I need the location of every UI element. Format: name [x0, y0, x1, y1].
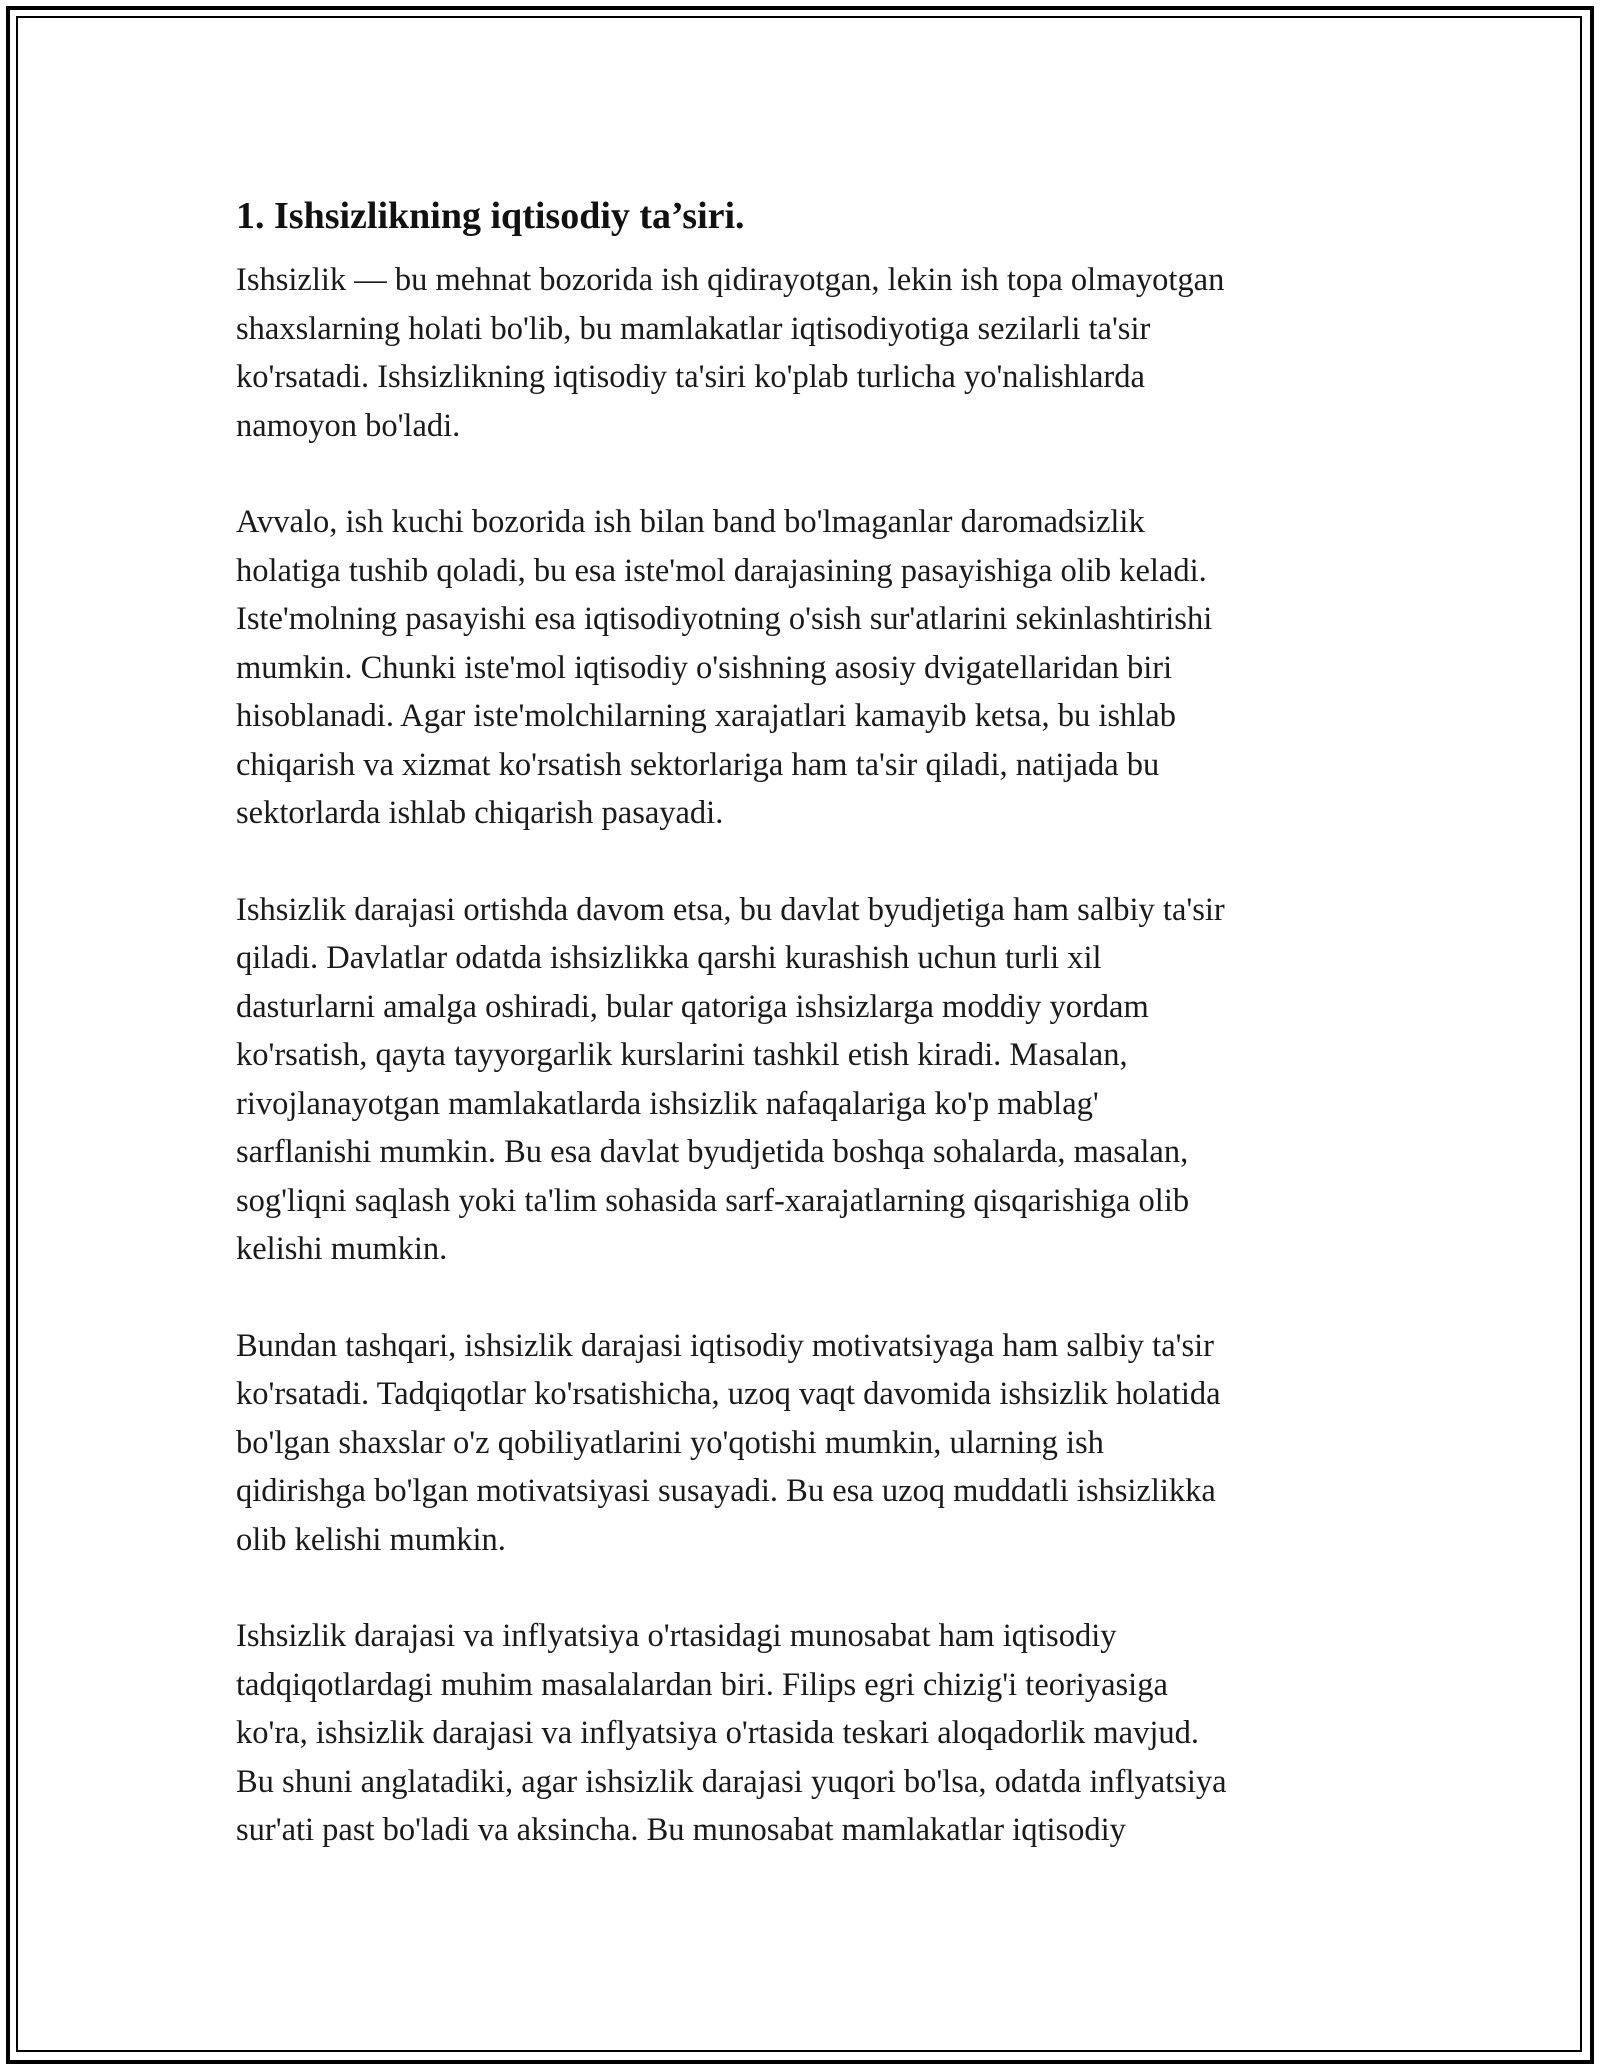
- text-line: sektorlarda ishlab chiqarish pasayadi.: [236, 795, 724, 831]
- text-line: hisoblanadi. Agar iste'molchilarning xarajatlari kamayib ketsa, bu ishlab: [236, 698, 1176, 734]
- text-line: qiladi. Davlatlar odatda ishsizlikka qarshi kurashish uchun turli xil: [236, 940, 1102, 976]
- text-line: olib kelishi mumkin.: [236, 1521, 506, 1558]
- text-line: ko'ra, ishsizlik darajasi va inflyatsiya o'rtasida teskari aloqadorlik mavjud.: [236, 1715, 1199, 1751]
- paragraph-3: [236, 886, 1376, 1274]
- document-page: [236, 184, 1376, 1903]
- text-line: qidirishga bo'lgan motivatsiyasi susayadi. Bu esa uzoq muddatli ishsizlikka: [236, 1473, 1216, 1509]
- paragraph-5: [236, 1612, 1376, 1855]
- text-line: Avvalo, ish kuchi bozorida ish bilan band bo'lmaganlar daromadsizlik: [236, 504, 1145, 540]
- text-line: Iste'molning pasayishi esa iqtisodiyotning o'sish sur'atlarini sekinlashtirishi: [236, 601, 1213, 637]
- text-line: Bu shuni anglatadiki, agar ishsizlik darajasi yuqori bo'lsa, odatda inflyatsiya: [236, 1763, 1227, 1800]
- text-line: mumkin. Chunki iste'mol iqtisodiy o'sishning asosiy dvigatellaridan biri: [236, 649, 1173, 686]
- section-heading: 1. Ishsizlikning iqtisodiy ta’siri.: [236, 195, 745, 237]
- text-line: sur'ati past bo'ladi va aksincha. Bu munosabat mamlakatlar iqtisodiy: [236, 1812, 1126, 1848]
- text-line: tadqiqotlardagi muhim masalalardan biri. Filips egri chizig'i teoriyasiga: [236, 1666, 1168, 1703]
- paragraph-4: [236, 1322, 1376, 1565]
- text-line: ko'rsatadi. Ishsizlikning iqtisodiy ta'siri ko'plab turlicha yo'nalishlarda: [236, 359, 1145, 395]
- text-line: namoyon bo'ladi.: [236, 407, 461, 444]
- text-line: shaxslarning holati bo'lib, bu mamlakatlar iqtisodiyotiga sezilarli ta'sir: [236, 310, 1151, 347]
- text-line: bo'lgan shaxslar o'z qobiliyatlarini yo'qotishi mumkin, ularning ish: [236, 1424, 1104, 1461]
- text-line: holatiga tushib qoladi, bu esa iste'mol darajasining pasayishiga olib keladi.: [236, 552, 1207, 589]
- text-line: Bundan tashqari, ishsizlik darajasi iqtisodiy motivatsiyaga ham salbiy ta'sir: [236, 1327, 1214, 1364]
- text-line: ko'rsatadi. Tadqiqotlar ko'rsatishicha, uzoq vaqt davomida ishsizlik holatida: [236, 1376, 1221, 1412]
- text-line: Ishsizlik darajasi ortishda davom etsa, bu davlat byudjetiga ham salbiy ta'sir: [236, 891, 1225, 928]
- text-line: Ishsizlik — bu mehnat bozorida ish qidirayotgan, lekin ish topa olmayotgan: [236, 262, 1225, 298]
- text-line: ko'rsatish, qayta tayyorgarlik kurslarini tashkil etish kiradi. Masalan,: [236, 1037, 1128, 1073]
- text-line: kelishi mumkin.: [236, 1231, 448, 1267]
- paragraph-1: [236, 256, 1376, 450]
- text-line: sog'liqni saqlash yoki ta'lim sohasida sarf-xarajatlarning qisqarishiga olib: [236, 1182, 1190, 1219]
- text-line: Ishsizlik darajasi va inflyatsiya o'rtasidagi munosabat ham iqtisodiy: [236, 1618, 1117, 1654]
- paragraph-2: [236, 498, 1376, 838]
- text-line: sarflanishi mumkin. Bu esa davlat byudjetida boshqa sohalarda, masalan,: [236, 1134, 1189, 1170]
- text-line: chiqarish va xizmat ko'rsatish sektorlariga ham ta'sir qiladi, natijada bu: [236, 746, 1160, 783]
- text-line: rivojlanayotgan mamlakatlarda ishsizlik nafaqalariga ko'p mablag': [236, 1085, 1099, 1122]
- text-line: dasturlarni amalga oshiradi, bular qatoriga ishsizlarga moddiy yordam: [236, 988, 1149, 1025]
